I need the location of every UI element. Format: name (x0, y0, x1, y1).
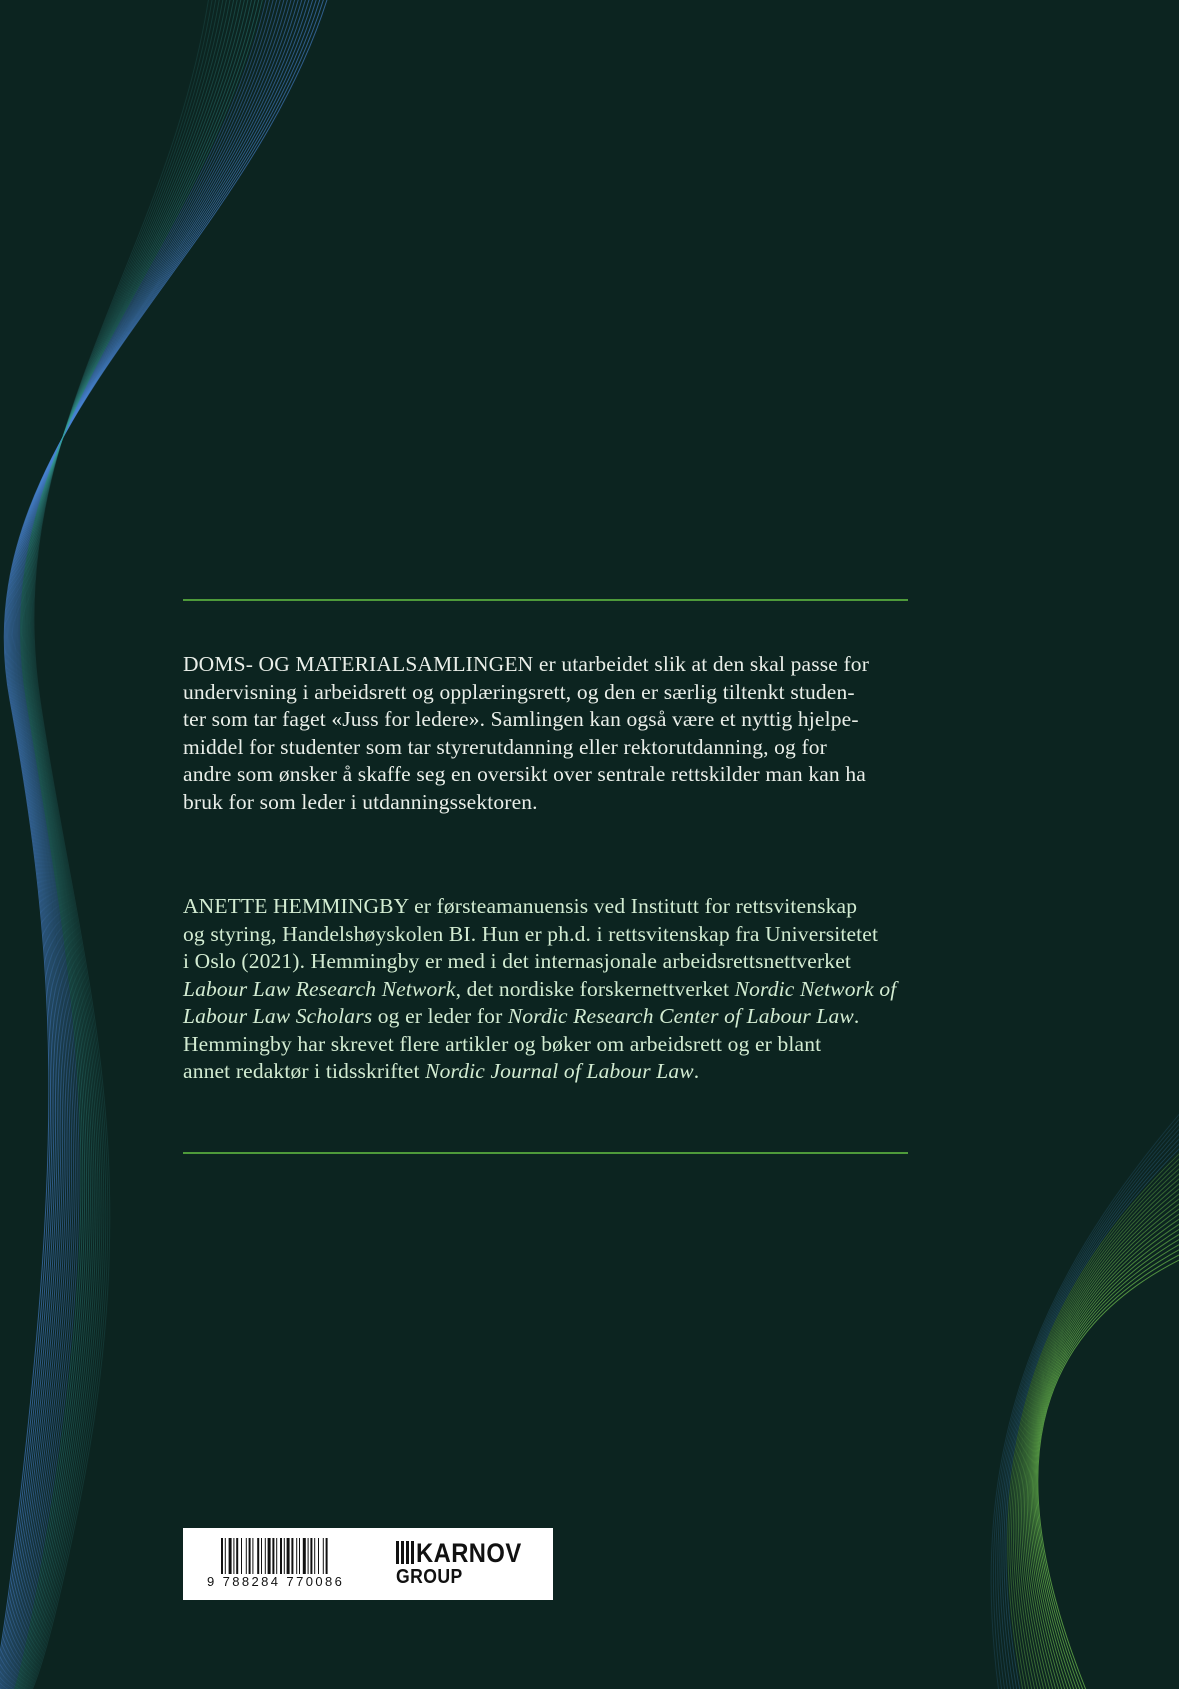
bio-line: og styring, Handelshøyskolen BI. Hun er ph.d. i rettsvitenskap fra Universitetet (183, 921, 879, 946)
isbn-digits: 9 788284 770086 (207, 1574, 345, 1589)
barcode-bar (265, 1538, 266, 1574)
publisher-group: GROUP (396, 1566, 463, 1588)
bio-line: annet redaktør i tidsskriftet (183, 1059, 426, 1083)
summary-line: andre som ønsker å skaffe seg en oversikt over sentrale rettskilder man kan ha (183, 762, 866, 786)
barcode-bar (257, 1538, 259, 1574)
isbn-barcode (221, 1538, 355, 1574)
barcode-bar (314, 1538, 315, 1574)
publisher-logo (396, 1538, 546, 1592)
research-center-name: Nordic Research Center of Labour Law (507, 1004, 854, 1028)
network-name: Nordic Network of (734, 976, 897, 1001)
barcode-label (183, 1528, 553, 1600)
summary-line: undervisning i arbeidsrett og opplæringsrett, og den er særlig tiltenkt studen- (183, 679, 855, 704)
bio-line: Hemmingby har skrevet flere artikler og bøker om arbeidsrett og er blant (183, 1031, 822, 1056)
bottom-divider (183, 1152, 908, 1154)
barcode-bar (225, 1538, 226, 1574)
author-bio (183, 893, 908, 1086)
summary-lead: DOMS- OG MATERIALSAMLINGEN (183, 652, 534, 676)
bio-line: er førsteamanuensis ved Institutt for rettsvitenskap (408, 894, 858, 918)
barcode-bar (221, 1538, 223, 1574)
summary-line: bruk for som leder i utdanningssektoren. (183, 789, 538, 814)
network-name: Labour Law Research Network (183, 976, 456, 1001)
wave-line (1004, 1123, 1179, 1689)
summary-line: er utarbeidet slik at den skal passe for (533, 652, 870, 676)
barcode-bar (299, 1538, 300, 1574)
summary-line: ter som tar faget «Juss for ledere». Samlingen kan også være et nyttig hjelpe- (183, 707, 859, 731)
punctuation: . (853, 1004, 860, 1028)
punctuation: . (693, 1059, 700, 1083)
author-name: ANETTE HEMMINGBY (183, 894, 409, 918)
barcode-bar (268, 1538, 271, 1574)
summary-line: middel for studenter som tar styrerutdanning eller rektorutdanning, og for (183, 734, 827, 759)
barcode-bar (272, 1538, 274, 1574)
barcode-bar (252, 1538, 253, 1574)
barcode-bar (261, 1538, 262, 1574)
barcode-bar (291, 1538, 293, 1574)
barcode-bar (280, 1538, 282, 1574)
barcode-bar (233, 1538, 234, 1574)
barcode-bar (246, 1538, 247, 1574)
barcode-bar (310, 1538, 312, 1574)
publisher-name: KARNOV (416, 1538, 522, 1568)
wave-line (1038, 1250, 1179, 1689)
bio-line: , det nordiske forskernettverket (455, 976, 735, 1001)
top-divider (183, 599, 908, 601)
barcode-bar (249, 1538, 251, 1574)
barcode-bar (229, 1538, 232, 1574)
bio-line: i Oslo (2021). Hemmingby er med i det internasjonale arbeidsrettsnettverket (183, 949, 852, 973)
wave-line (1027, 1200, 1179, 1689)
barcode-bar (296, 1538, 297, 1574)
barcode-bar (303, 1538, 306, 1574)
barcode-bar (287, 1538, 290, 1574)
barcode-bar (284, 1538, 285, 1574)
journal-name: Nordic Journal of Labour Law (425, 1059, 694, 1083)
bio-line: og er leder for (372, 1004, 508, 1028)
barcode-bar (308, 1538, 309, 1574)
barcode-bar (318, 1538, 319, 1574)
barcode-bar (241, 1538, 242, 1574)
barcode-bar (276, 1538, 277, 1574)
network-name: Labour Law Scholars (183, 1004, 373, 1028)
barcode-bar (323, 1538, 324, 1574)
barcode-bar (326, 1538, 328, 1574)
book-summary (183, 651, 908, 816)
barcode-bar (236, 1538, 238, 1574)
logo-bars-icon (396, 1541, 414, 1565)
